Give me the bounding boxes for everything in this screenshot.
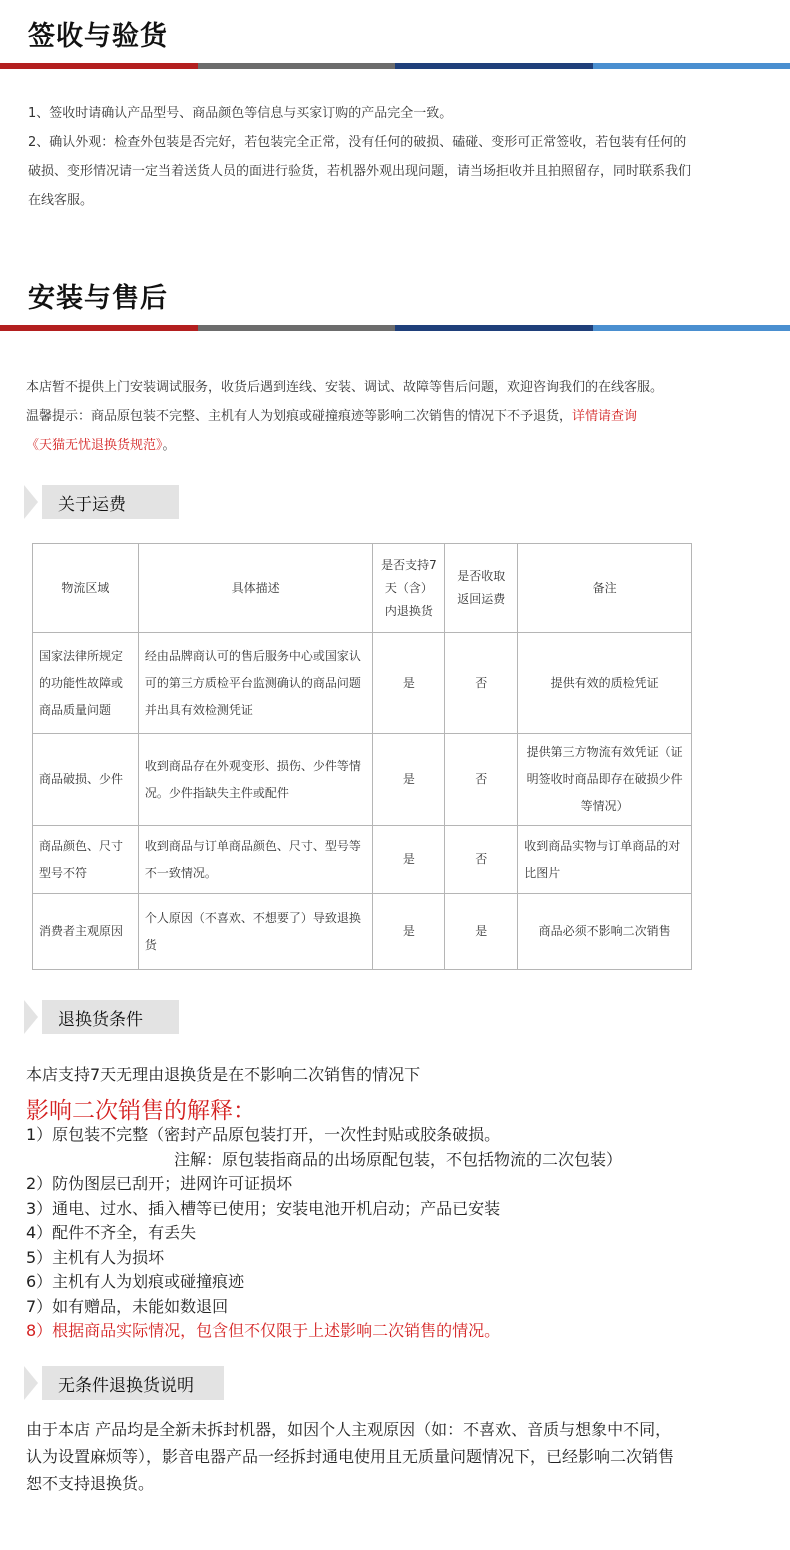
table-header-cell: 备注 — [518, 544, 692, 633]
inspection-line: 破损、变形情况请一定当着送货人员的面进行验货，若机器外观出现问题，请当场拒收并且拍照留存，同时联系我们 — [28, 164, 692, 179]
table-row — [33, 826, 692, 894]
aftersales-line — [26, 402, 761, 431]
list-item: 5）主机有人为损坏 — [26, 1247, 165, 1267]
table-cell: 否 — [445, 734, 518, 826]
table-cell: 提供有效的质检凭证 — [518, 633, 692, 734]
list-item: 7）如有赠品，未能如数退回 — [26, 1296, 229, 1316]
table-header-cell: 是否支持7天（含）内退换货 — [373, 544, 445, 633]
table-cell: 商品破损、少件 — [33, 734, 139, 826]
table-cell: 收到商品实物与订单商品的对比图片 — [518, 826, 692, 894]
section-title-inspection: 签收与验货 — [28, 21, 168, 52]
table-header-row — [33, 544, 692, 633]
divider-stripe — [0, 63, 790, 69]
list-item: 3）通电、过水、插入槽等已使用；安装电池开机启动；产品已安装 — [26, 1198, 501, 1218]
table-row — [33, 734, 692, 826]
chevron-right-icon — [24, 485, 38, 519]
conditions-intro: 本店支持7天无理由退换货是在不影响二次销售的情况下 — [26, 1065, 421, 1084]
inspection-line: 在线客服。 — [28, 193, 94, 208]
aftersales-line — [26, 431, 761, 460]
table-cell: 是 — [445, 894, 518, 970]
table-row — [33, 633, 692, 734]
table-cell: 提供第三方物流有效凭证（证明签收时商品即存在破损少件等情况） — [518, 734, 692, 826]
table-cell: 否 — [445, 633, 518, 734]
tag-shipping-fee — [24, 485, 179, 519]
policy-link[interactable]: 详情请查询 — [572, 409, 638, 424]
warm-tip: 温馨提示：商品原包装不完整、主机有人为划痕或碰撞痕迹等影响二次销售的情况下不予退货， — [26, 409, 573, 424]
table-cell: 经由品牌商认可的售后服务中心或国家认可的第三方质检平台监测确认的商品问题并出具有效检测凭证 — [138, 633, 373, 734]
unconditional-line: 由于本店 产品均是全新未拆封机器，如因个人主观原因（如：不喜欢、音质与想象中不同， — [26, 1420, 672, 1439]
inspection-line: 2、确认外观：检查外包装是否完好，若包装完全正常，没有任何的破损、磕碰、变形可正常签收，若包装有任何的 — [28, 135, 687, 150]
tag-label: 关于运费 — [42, 485, 179, 519]
table-header-cell: 具体描述 — [138, 544, 373, 633]
table-cell: 国家法律所规定的功能性故障或商品质量问题 — [33, 633, 139, 734]
conditions-heading: 影响二次销售的解释： — [26, 1098, 256, 1124]
period: 。 — [162, 438, 176, 453]
unconditional-line: 恕不支持退换货。 — [26, 1474, 155, 1493]
table-cell: 消费者主观原因 — [33, 894, 139, 970]
unconditional-line: 认为设置麻烦等），影音电器产品一经拆封通电使用且无质量问题情况下，已经影响二次销售 — [26, 1447, 675, 1466]
inspection-text — [28, 99, 763, 215]
table-cell: 否 — [445, 826, 518, 894]
tag-return-conditions — [24, 1000, 179, 1034]
divider-stripe — [0, 325, 790, 331]
table-row — [33, 894, 692, 970]
policy-link-name[interactable]: 《天猫无忧退换货规范》 — [26, 438, 163, 453]
tag-label: 无条件退换货说明 — [42, 1366, 224, 1400]
list-item: 1）原包装不完整（密封产品原包装打开，一次性封贴或胶条破损。 — [26, 1125, 501, 1144]
tag-label: 退换货条件 — [42, 1000, 179, 1034]
list-item: 6）主机有人为划痕或碰撞痕迹 — [26, 1272, 245, 1291]
table-cell: 个人原因（不喜欢、不想要了）导致退换货 — [138, 894, 373, 970]
table-header-cell: 是否收取返回运费 — [445, 544, 518, 633]
list-item: 4）配件不齐全，有丢失 — [26, 1223, 197, 1242]
inspection-line: 1、签收时请确认产品型号、商品颜色等信息与买家订购的产品完全一致。 — [28, 106, 453, 121]
table-cell: 收到商品存在外观变形、损伤、少件等情况。少件指缺失主件或配件 — [138, 734, 373, 826]
unconditional-text — [26, 1416, 776, 1497]
table-cell: 是 — [373, 734, 445, 826]
table-cell: 商品颜色、尺寸型号不符 — [33, 826, 139, 894]
conditions-list — [26, 1123, 776, 1344]
shipping-fee-table — [32, 543, 692, 970]
table-cell: 是 — [373, 826, 445, 894]
list-item: 2）防伪图层已刮开；进网许可证损坏 — [26, 1174, 293, 1193]
chevron-right-icon — [24, 1366, 38, 1400]
aftersales-text — [26, 373, 761, 460]
table-header-cell: 物流区域 — [33, 544, 139, 633]
tag-unconditional-returns — [24, 1366, 224, 1400]
chevron-right-icon — [24, 1000, 38, 1034]
table-cell: 是 — [373, 633, 445, 734]
aftersales-line: 本店暂不提供上门安装调试服务，收货后遇到连线、安装、调试、故障等售后问题，欢迎咨询我们的在线客服。 — [26, 380, 664, 395]
table-cell: 是 — [373, 894, 445, 970]
table-cell: 收到商品与订单商品颜色、尺寸、型号等不一致情况。 — [138, 826, 373, 894]
table-cell: 商品必须不影响二次销售 — [518, 894, 692, 970]
list-item-note: 注解：原包装指商品的出场原配包装，不包括物流的二次包装） — [174, 1149, 623, 1169]
list-item-highlight: 8）根据商品实际情况，包含但不仅限于上述影响二次销售的情况。 — [26, 1321, 501, 1340]
section-title-aftersales: 安装与售后 — [28, 283, 168, 314]
